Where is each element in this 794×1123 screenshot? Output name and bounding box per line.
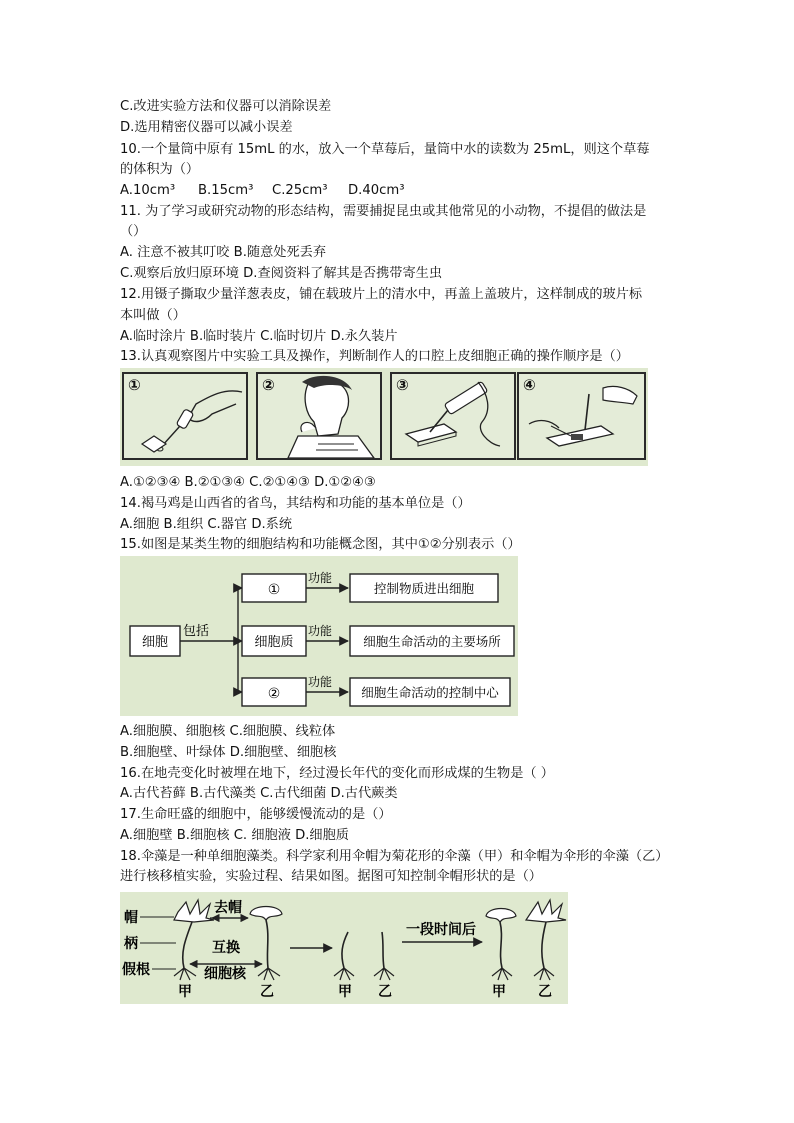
question-10: 10.一个量筒中原有 15mL 的水，放入一个草莓后，量筒中水的读数为 25mL，则这个草莓	[120, 142, 650, 157]
acetabularia-diagram	[120, 892, 568, 1004]
concept-cell: 细胞	[141, 635, 169, 650]
option-10c: C.改进实验方法和仪器可以消除误差	[120, 99, 332, 114]
q10-option-c: C.25cm³	[272, 183, 328, 198]
figure-18	[120, 892, 568, 1004]
label-yi-1: 乙	[260, 984, 274, 1000]
fig13-label-3: ③	[396, 376, 409, 394]
fig13-panel-3	[390, 372, 516, 460]
fig13-panel-2	[256, 372, 382, 460]
label-cap: 帽	[124, 910, 138, 926]
dropper-drawing	[124, 374, 246, 458]
q17-options: A.细胞壁 B.细胞核 C. 细胞液 D.细胞质	[120, 828, 349, 843]
q11-options-ab: A. 注意不被其叮咬 B.随意处死丢弃	[120, 245, 327, 260]
question-11: 11. 为了学习或研究动物的形态结构，需要捕捉昆虫或其他常见的小动物，不提倡的做法是	[120, 204, 647, 219]
fig13-label-4: ④	[523, 376, 536, 394]
q13-options: A.①②③④ B.②①③④ C.②①④③ D.①②④③	[120, 475, 376, 490]
concept-part-3: ②	[267, 686, 281, 702]
question-12: 12.用镊子撕取少量洋葱表皮，铺在载玻片上的清水中，再盖上盖玻片，这样制成的玻片标	[120, 287, 643, 302]
yi-result	[526, 900, 566, 980]
concept-func-2: 功能	[307, 624, 333, 638]
label-rhizoid: 假根	[122, 962, 150, 978]
step-exchange: 互换	[212, 940, 240, 956]
option-10d: D.选用精密仪器可以减小误差	[120, 120, 293, 135]
step-after-time: 一段时间后	[406, 922, 476, 938]
concept-function-2: 细胞生命活动的主要场所	[363, 634, 501, 649]
q14-options: A.细胞 B.组织 C.器官 D.系统	[120, 517, 293, 532]
yi-original	[250, 907, 282, 981]
question-18: 18.伞藻是一种单细胞藻类。科学家利用伞帽为菊花形的伞藻（甲）和伞帽为伞形的伞藻（乙）	[120, 849, 669, 864]
concept-function-1: 控制物质进出细胞	[373, 581, 475, 596]
label-jia-1: 甲	[178, 984, 192, 1000]
step-nucleus: 细胞核	[204, 966, 246, 982]
jia-middle	[334, 932, 354, 980]
q16-options: A.古代苔藓 B.古代藻类 C.古代细菌 D.古代蕨类	[120, 786, 398, 801]
jia-result	[486, 909, 516, 981]
step-remove-cap: 去帽	[214, 900, 242, 916]
concept-include: 包括	[182, 624, 210, 639]
question-10-cont: 的体积为（）	[120, 162, 200, 177]
swab-drawing	[392, 374, 514, 458]
fig13-panel-4	[517, 372, 646, 460]
q15-options-bd: B.细胞壁、叶绿体 D.细胞壁、细胞核	[120, 745, 337, 760]
concept-func-1: 功能	[307, 571, 333, 585]
question-18-cont: 进行核移植实验，实验过程、结果如图。据图可知控制伞帽形状的是（）	[120, 869, 542, 884]
question-13: 13.认真观察图片中实验工具及操作，判断制作人的口腔上皮细胞正确的操作顺序是（）	[120, 349, 629, 364]
q11-options-cd: C.观察后放归原环境 D.查阅资料了解其是否携带寄生虫	[120, 266, 443, 281]
person-drawing	[258, 374, 380, 458]
fig13-label-1: ①	[128, 376, 141, 394]
yi-middle	[374, 932, 394, 980]
question-15: 15.如图是某类生物的细胞结构和功能概念图，其中①②分别表示（）	[120, 537, 521, 552]
concept-part-2: 细胞质	[254, 635, 294, 650]
q10-options	[120, 182, 405, 200]
fig13-label-2: ②	[262, 376, 275, 394]
figure-13	[120, 368, 648, 466]
concept-map	[120, 556, 518, 716]
question-17: 17.生命旺盛的细胞中，能够缓慢流动的是（）	[120, 807, 392, 822]
question-14: 14.褐马鸡是山西省的省鸟，其结构和功能的基本单位是（）	[120, 496, 471, 511]
label-yi-2: 乙	[378, 984, 392, 1000]
question-16: 16.在地壳变化时被埋在地下，经过漫长年代的变化而形成煤的生物是（ ）	[120, 766, 554, 781]
q15-options-ac: A.细胞膜、细胞核 C.细胞膜、线粒体	[120, 724, 336, 739]
q10-option-d: D.40cm³	[348, 183, 405, 198]
figure-15	[120, 556, 518, 716]
fig13-panel-1	[122, 372, 248, 460]
q10-option-b: B.15cm³	[198, 183, 254, 198]
q12-options: A.临时涂片 B.临时装片 C.临时切片 D.永久装片	[120, 329, 398, 344]
stain-drawing	[519, 374, 644, 458]
question-12-cont: 本叫做（）	[120, 308, 186, 323]
label-yi-3: 乙	[538, 984, 552, 1000]
concept-func-3: 功能	[307, 675, 333, 689]
concept-function-3: 细胞生命活动的控制中心	[361, 685, 499, 700]
label-jia-2: 甲	[338, 984, 352, 1000]
q10-option-a: A.10cm³	[120, 183, 176, 198]
label-stalk: 柄	[124, 936, 138, 952]
label-jia-3: 甲	[492, 984, 506, 1000]
concept-part-1: ①	[267, 582, 281, 598]
question-11-cont: （）	[120, 224, 147, 239]
